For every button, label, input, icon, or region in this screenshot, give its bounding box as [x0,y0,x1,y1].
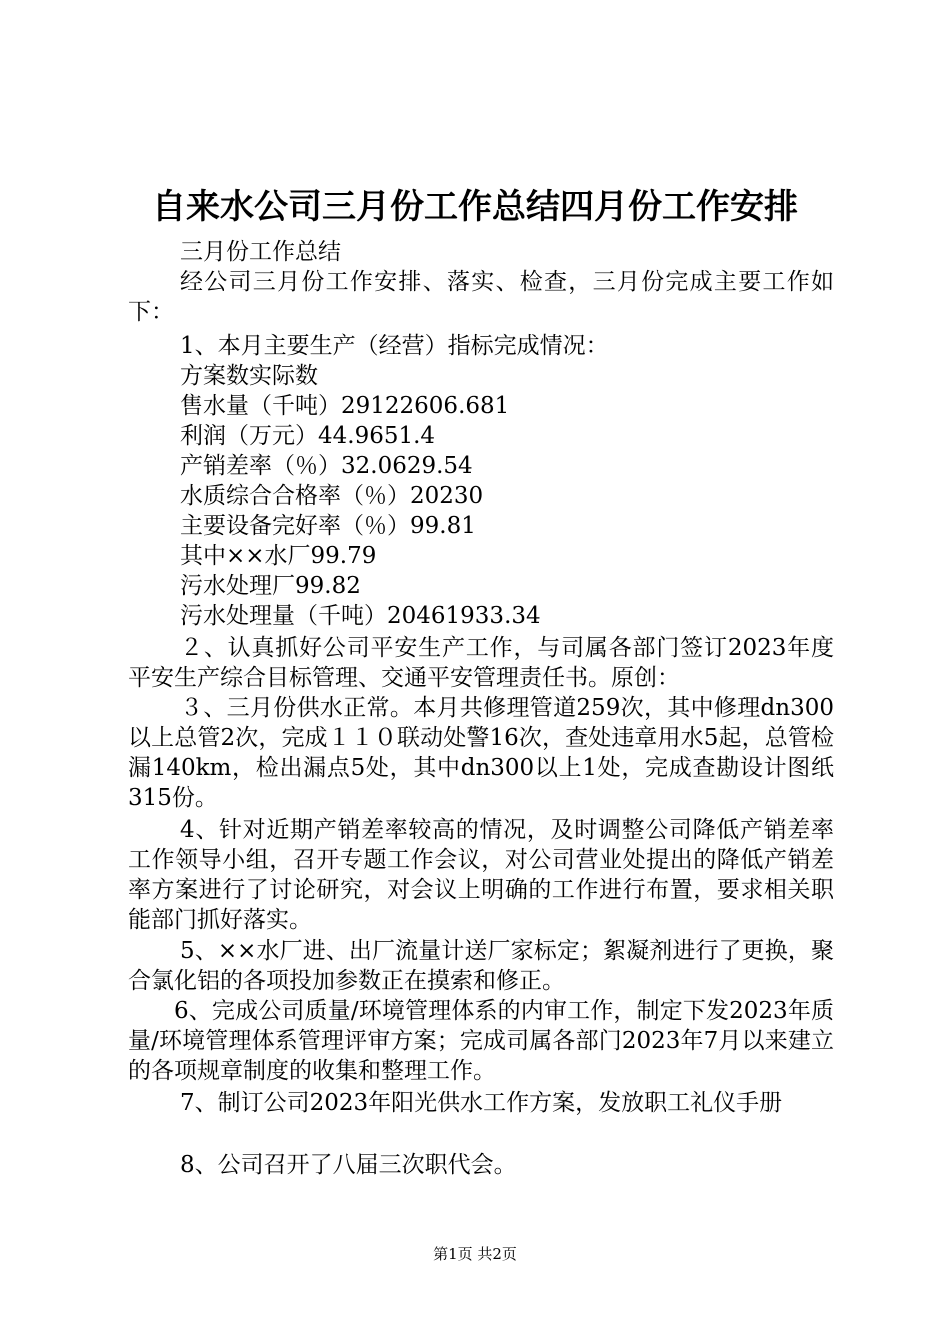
item-5: 5、××水厂进、出厂流量计送厂家标定；絮凝剂进行了更换，聚合氯化铝的各项投加参数正在摸索和修正。 [128,938,834,994]
item-3: ３、三月份供水正常。本月共修理管道259次，其中修理dn300以上总管2次，完成１１０联动处警16次，查处违章用水5起，总管检漏140km，检出漏点5处，其中dn300以上1处，完成查勘设计图纸315份。 [128,695,834,811]
indicator-row: 污水处理量（千吨）20461933.34 [180,603,541,629]
indicator-row: 利润（万元）44.9651.4 [180,423,436,449]
intro-paragraph: 经公司三月份工作安排、落实、检查，三月份完成主要工作如下： [128,269,834,325]
indicator-row: 产销差率（％）32.0629.54 [180,453,473,479]
document-title: 自来水公司三月份工作总结四月份工作安排 [152,187,798,227]
section-heading: 三月份工作总结 [180,239,341,265]
item-1: 1、本月主要生产（经营）指标完成情况： [180,333,609,359]
item-8: 8、公司召开了八届三次职代会。 [180,1152,517,1178]
table-header: 方案数实际数 [180,363,318,389]
item-4: 4、针对近期产销差率较高的情况，及时调整公司降低产销差率工作领导小组，召开专题工作会议，对公司营业处提出的降低产销差率方案进行了讨论研究，对会议上明确的工作进行布置，要求相关职能部门抓好落实。 [128,817,834,933]
item-2: ２、认真抓好公司平安生产工作，与司属各部门签订2023年度平安生产综合目标管理、交通平安管理责任书。原创： [128,635,834,691]
indicator-row: 水质综合合格率（％）20230 [180,483,484,509]
indicator-row: 污水处理厂99.82 [180,573,361,599]
indicator-row: 其中××水厂99.79 [180,543,377,569]
indicator-row: 售水量（千吨）29122606.681 [180,393,510,419]
indicator-row: 主要设备完好率（％）99.81 [180,513,476,539]
item-7: 7、制订公司2023年阳光供水工作方案，发放职工礼仪手册 [180,1090,783,1116]
page-footer: 第1页 共2页 [433,1245,517,1263]
item-6: 6、完成公司质量/环境管理体系的内审工作，制定下发2023年质量/环境管理体系管理评审方案；完成司属各部门2023年7月以来建立的各项规章制度的收集和整理工作。 [128,998,834,1084]
